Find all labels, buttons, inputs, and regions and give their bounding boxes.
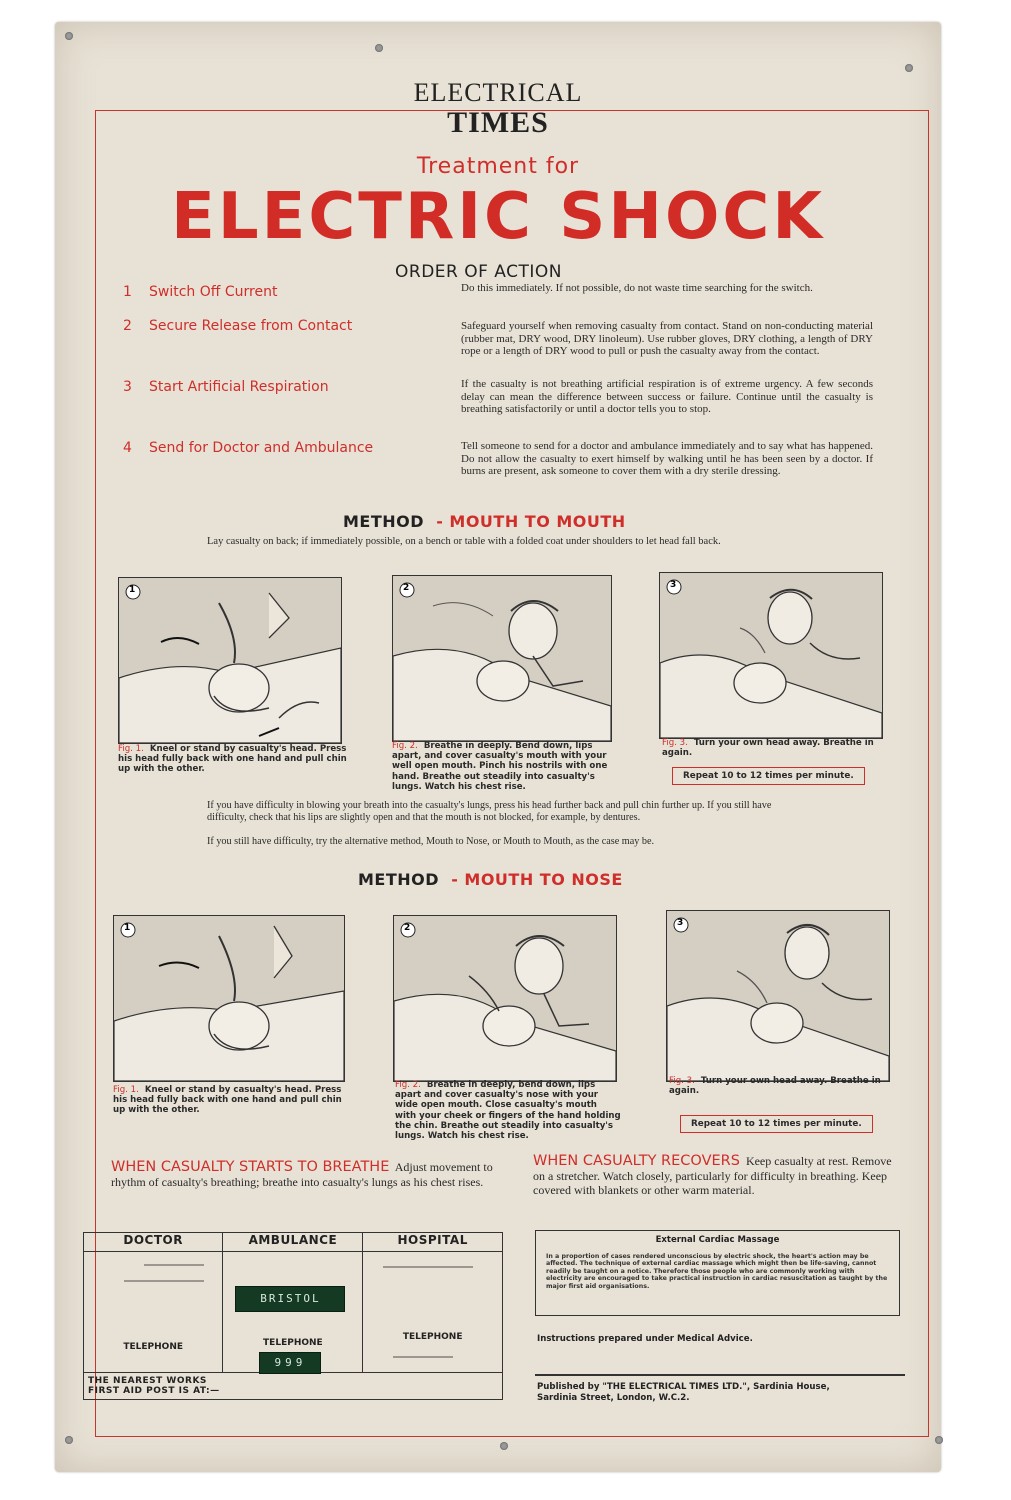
doctor-header: DOCTOR [84,1233,223,1252]
step-2-text: Safeguard yourself when removing casualty from contact. Stand on non-conducting material (rubber mat, DRY wood, DRY linoleum). Use rubber gloves, DRY clothing, a length of DRY rope or a length of DRY wood to pull or push the casualty away from the contact. [461,320,873,358]
publisher-line [537,1382,917,1404]
starts-to-breathe-section: WHEN CASUALTY STARTS TO BREATHE Adjust movement to rhythm of casualty's breathing; breathe into casualty's lungs as his chest rises. [111,1159,493,1189]
rivet-hole [935,1436,943,1444]
step-4-label: 4 Send for Doctor and Ambulance [123,440,374,456]
figure-badge-2: 2 [404,923,411,933]
difficulty-text-2: If you still have difficulty, try the alternative method, Mouth to Nose, or Mouth to Mouth, as the case may be. [207,836,655,847]
cardiac-massage-text: In a proportion of cases rendered unconscious by electric shock, the heart's action may be affected. The technique of external cardiac massage which might then be life-saving, cannot readily be taught on a notice. Therefore those people who are commonly working with electricity are encouraged to take practical instruction in cardiac resuscitation as taught by the major first aid organisations. [546,1253,888,1290]
difficulty-text: If you have difficulty in blowing your breath into the casualty's lungs, press his head further back and pull chin further up. If you still have difficulty, check that his lips are slightly open and that the mouth is not blocked, for example, by dentures. [207,800,772,823]
ambulance-cell [223,1252,363,1373]
ambulance-location-tag: BRISTOL [235,1286,345,1312]
rivet-hole [65,1436,73,1444]
doctor-telephone-label: TELEPHONE [123,1342,184,1352]
masthead-electrical: ELECTRICAL [413,78,583,107]
mouth-to-mouth-caption-1: Fig. 1. Kneel or stand by casualty's head. Press his head fully back with one hand and pull chin up with the other. [118,744,347,775]
handwriting-residue [383,1266,473,1268]
ambulance-header: AMBULANCE [223,1233,363,1252]
illustration-breathe-into-mouth [393,576,611,741]
mouth-to-nose-figure-2 [393,915,617,1082]
step-1-label: 1 Switch Off Current [123,284,278,300]
recovers-section: WHEN CASUALTY RECOVERS Keep casualty at rest. Remove on a stretcher. Watch closely, particularly for difficulty in breathing. Keep covered with blankets or other warm material. [533,1153,892,1197]
masthead-times: TIMES [447,106,549,139]
illustration-kneel-press-head [119,578,341,743]
mouth-to-nose-caption-3: Fig. 3. Turn your own head away. Breathe in again. [669,1076,881,1097]
nearest-first-aid-row [84,1372,503,1400]
mouth-to-nose-figure-1 [113,915,345,1082]
publisher-line-2: Sardinia Street, London, W.C.2. [537,1393,690,1403]
step-3-label: 3 Start Artificial Respiration [123,379,329,395]
rivet-hole [375,44,383,52]
illustration-breathe-into-nose [394,916,616,1081]
cardiac-massage-title: External Cardiac Massage [655,1235,780,1245]
mouth-to-nose-caption-2: Fig. 2. Breathe in deeply, bend down, lips apart and cover casualty's nose with your wide open mouth. Close casualty's mouth with your cheek or fingers of the hand holding the chin. Breathe out steadily into casualty's lungs. Watch his chest rise. [395,1080,621,1142]
mouth-to-mouth-intro: Lay casualty on back; if immediately possible, on a bench or table with a folded coat under shoulders to let head fall back. [207,536,721,547]
order-of-action-heading: ORDER OF ACTION [395,262,562,282]
rivet-hole [905,64,913,72]
mouth-to-mouth-figure-3 [659,572,883,739]
nearest-label-line2: FIRST AID POST IS AT:— [88,1386,220,1396]
prepared-note: Instructions prepared under Medical Advice. [537,1334,753,1344]
figure-badge-2: 2 [403,583,410,593]
rivet-hole [65,32,73,40]
hospital-header: HOSPITAL [363,1233,503,1252]
mouth-to-mouth-figure-1 [118,577,342,744]
main-title: ELECTRIC SHOCK [171,180,825,254]
illustration-turn-head-away [667,911,889,1081]
mouth-to-nose-caption-1: Fig. 1. Kneel or stand by casualty's head. Press his head fully back with one hand and pull chin up with the other. [113,1085,342,1116]
mouth-to-nose-figure-3 [666,910,890,1082]
poster-sheet [55,22,941,1472]
handwriting-residue [144,1264,204,1266]
hospital-telephone-label: TELEPHONE [402,1332,463,1342]
mouth-to-mouth-repeat-box: Repeat 10 to 12 times per minute. [672,767,865,785]
figure-badge-1: 1 [124,923,131,933]
handwriting-residue [393,1356,453,1358]
mouth-to-mouth-caption-3: Fig. 3. Turn your own head away. Breathe in again. [662,738,874,759]
ambulance-phone-tag: 999 [259,1352,321,1374]
emergency-contacts-table [83,1232,503,1400]
doctor-cell [84,1252,223,1373]
step-4-text: Tell someone to send for a doctor and ambulance immediately and to say what has happened. Do not allow the casualty to exert himself by walking until he has been seen by a doctor. If burns are present, ask someone to cover them with a dry sterile dressing. [461,440,873,478]
publisher-line-1: Published by "THE ELECTRICAL TIMES LTD.", Sardinia House, [537,1382,830,1392]
mouth-to-mouth-figure-2 [392,575,612,742]
method-mouth-to-nose-heading: METHOD - MOUTH TO NOSE [358,870,623,889]
illustration-kneel-press-head [114,916,344,1081]
hospital-cell [363,1252,503,1373]
nearest-label-line1: THE NEAREST WORKS [88,1376,207,1386]
cardiac-massage-box [535,1230,900,1316]
mouth-to-mouth-caption-2: Fig. 2. Breathe in deeply. Bend down, lips apart, and cover casualty's mouth with your well open mouth. Pinch his nostrils with one hand. Breathe out steadily into casualty's lungs. Watch his chest rise. [392,741,608,792]
divider-line [535,1374,905,1376]
step-1-text: Do this immediately. If not possible, do not waste time searching for the switch. [461,282,813,294]
figure-badge-3: 3 [670,580,677,590]
step-3-text: If the casualty is not breathing artificial respiration is of extreme urgency. A few seconds delay can mean the difference between success or failure. Continue until the casualty is breathing satisfactorily or until a doctor tells you to stop. [461,378,873,416]
mouth-to-nose-repeat-box: Repeat 10 to 12 times per minute. [680,1115,873,1133]
rivet-hole [500,1442,508,1450]
ambulance-telephone-label: TELEPHONE [263,1338,323,1348]
treatment-for-subtitle: Treatment for [416,154,580,179]
handwriting-residue [124,1280,204,1282]
step-2-label: 2 Secure Release from Contact [123,318,353,334]
illustration-turn-head-away [660,573,882,738]
figure-badge-1: 1 [129,585,136,595]
method-mouth-to-mouth-heading: METHOD - MOUTH TO MOUTH [343,512,626,531]
figure-badge-3: 3 [677,918,684,928]
